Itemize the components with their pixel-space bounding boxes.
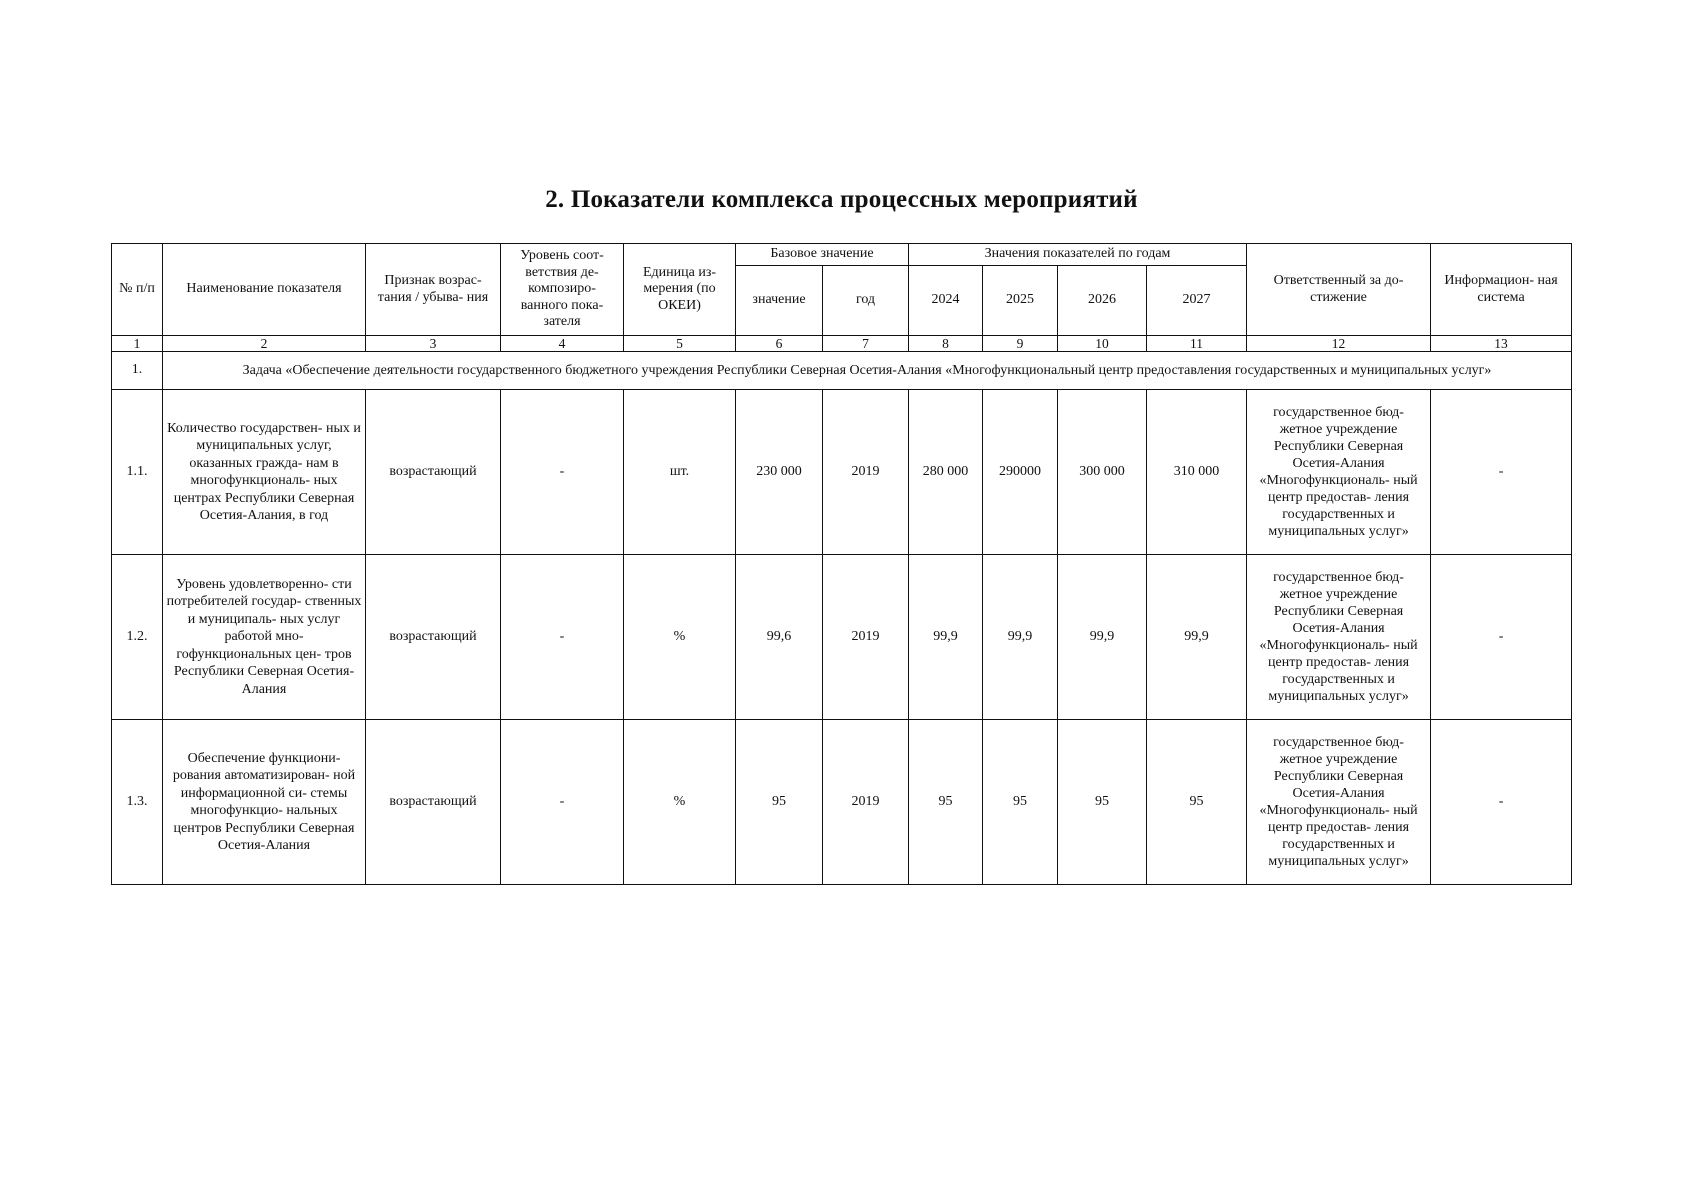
info-system: - (1431, 720, 1572, 885)
header-year-2027: 2027 (1147, 266, 1247, 336)
column-number: 12 (1247, 336, 1431, 352)
header-base-group: Базовое значение (736, 244, 909, 266)
header-row-1 (112, 244, 1572, 266)
column-number: 11 (1147, 336, 1247, 352)
indicator-trend: возрастающий (366, 720, 501, 885)
header-base-year: год (823, 266, 909, 336)
task-row (112, 352, 1572, 390)
responsible: государственное бюд- жетное учреждение Республики Северная Осетия-Алания «Многофункциональ- ный центр предостав- ления государственных и муниципальных услуг» (1247, 390, 1431, 555)
column-number: 8 (909, 336, 983, 352)
value-2026: 95 (1058, 720, 1147, 885)
indicator-trend: возрастающий (366, 555, 501, 720)
page-title: 2. Показатели комплекса процессных мероприятий (545, 186, 1138, 213)
column-number: 9 (983, 336, 1058, 352)
table-row (112, 390, 1572, 555)
info-system: - (1431, 555, 1572, 720)
header-years-group: Значения показателей по годам (909, 244, 1247, 266)
header-trend: Признак возрас- тания / убыва- ния (366, 244, 501, 336)
header-info-system: Информацион- ная система (1431, 244, 1572, 336)
column-number: 10 (1058, 336, 1147, 352)
value-2026: 300 000 (1058, 390, 1147, 555)
indicator-level: - (501, 390, 624, 555)
responsible: государственное бюд- жетное учреждение Республики Северная Осетия-Алания «Многофункциональ- ный центр предостав- ления государственных и муниципальных услуг» (1247, 720, 1431, 885)
indicator-name: Обеспечение функциони- рования автоматизирован- ной информационной си- стемы многофункцио- нальных центров Республики Северная Осетия-Алания (163, 720, 366, 885)
value-2024: 280 000 (909, 390, 983, 555)
header-num: № п/п (112, 244, 163, 336)
header-level: Уровень соот- ветствия де- композиро- ванного пока- зателя (501, 244, 624, 336)
indicator-unit: % (624, 555, 736, 720)
header-year-2026: 2026 (1058, 266, 1147, 336)
indicator-name: Уровень удовлетворенно- сти потребителей государ- ственных и муниципаль- ных услуг работой мно- гофункциональных цен- тров Республики Северная Осетия-Алания (163, 555, 366, 720)
header-year-2024: 2024 (909, 266, 983, 336)
base-value: 99,6 (736, 555, 823, 720)
indicator-unit: % (624, 720, 736, 885)
header-base-value: значение (736, 266, 823, 336)
value-2027: 95 (1147, 720, 1247, 885)
header-unit: Единица из- мерения (по ОКЕИ) (624, 244, 736, 336)
base-year: 2019 (823, 720, 909, 885)
table-row (112, 555, 1572, 720)
task-title: Задача «Обеспечение деятельности государственного бюджетного учреждения Республики Северная Осетия-Алания «Многофункциональный центр предоставления государственных и муниципальных услуг» (163, 352, 1572, 390)
column-number: 6 (736, 336, 823, 352)
column-number: 5 (624, 336, 736, 352)
indicator-level: - (501, 720, 624, 885)
task-num: 1. (112, 352, 163, 390)
row-num: 1.1. (112, 390, 163, 555)
value-2025: 290000 (983, 390, 1058, 555)
column-number: 3 (366, 336, 501, 352)
base-value: 95 (736, 720, 823, 885)
value-2024: 95 (909, 720, 983, 885)
column-numbers-row (112, 336, 1572, 352)
column-number: 7 (823, 336, 909, 352)
value-2025: 99,9 (983, 555, 1058, 720)
value-2027: 99,9 (1147, 555, 1247, 720)
value-2027: 310 000 (1147, 390, 1247, 555)
indicator-name: Количество государствен- ных и муниципальных услуг, оказанных гражда- нам в многофункциональ- ных центрах Республики Северная Осетия-Алания, в год (163, 390, 366, 555)
table-row (112, 720, 1572, 885)
header-name: Наименование показателя (163, 244, 366, 336)
column-number: 2 (163, 336, 366, 352)
info-system: - (1431, 390, 1572, 555)
base-year: 2019 (823, 555, 909, 720)
row-num: 1.2. (112, 555, 163, 720)
base-year: 2019 (823, 390, 909, 555)
column-number: 13 (1431, 336, 1572, 352)
responsible: государственное бюд- жетное учреждение Республики Северная Осетия-Алания «Многофункциональ- ный центр предостав- ления государственных и муниципальных услуг» (1247, 555, 1431, 720)
indicator-level: - (501, 555, 624, 720)
value-2026: 99,9 (1058, 555, 1147, 720)
indicator-unit: шт. (624, 390, 736, 555)
header-responsible: Ответственный за до- стижение (1247, 244, 1431, 336)
row-num: 1.3. (112, 720, 163, 885)
indicator-trend: возрастающий (366, 390, 501, 555)
header-year-2025: 2025 (983, 266, 1058, 336)
column-number: 1 (112, 336, 163, 352)
base-value: 230 000 (736, 390, 823, 555)
indicators-table (111, 243, 1572, 885)
value-2025: 95 (983, 720, 1058, 885)
value-2024: 99,9 (909, 555, 983, 720)
column-number: 4 (501, 336, 624, 352)
